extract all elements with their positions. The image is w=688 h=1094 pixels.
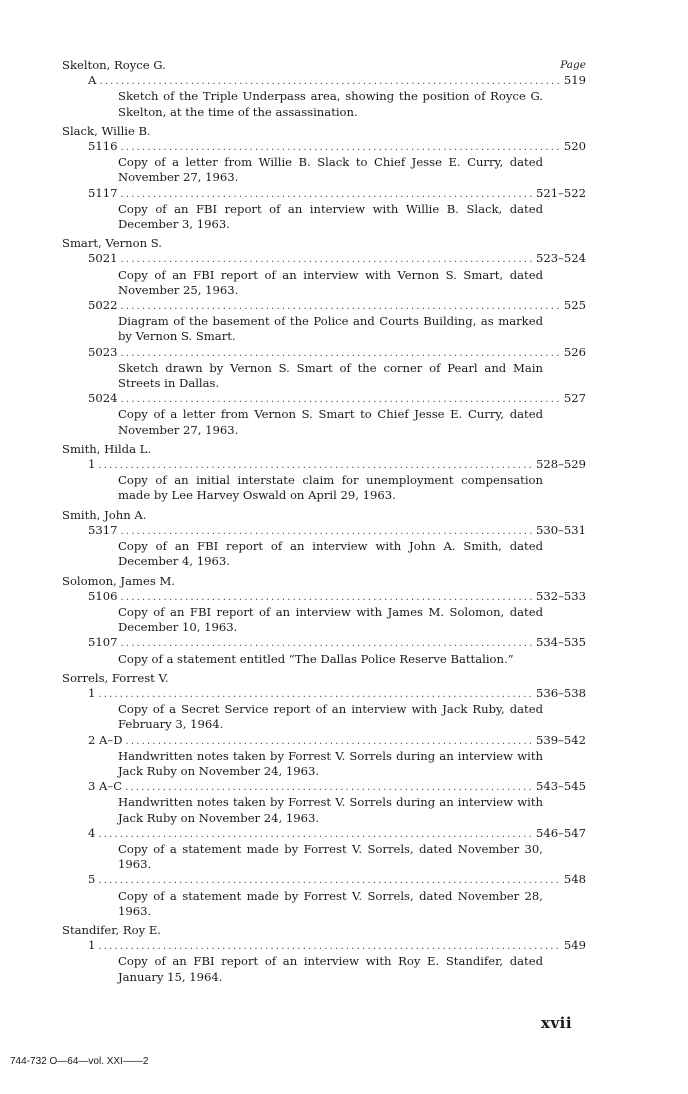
witness-name: Skelton, Royce G. xyxy=(62,58,166,72)
dot-leader xyxy=(98,458,533,473)
exhibit-line xyxy=(88,872,586,888)
exhibit-description: Copy of a statement made by Forrest V. Sorrels, dated November 30, 1963. xyxy=(118,841,543,872)
print-footer: 744-732 O—64—vol. XXI——2 xyxy=(10,1056,149,1067)
dot-leader xyxy=(121,636,533,651)
dot-leader xyxy=(121,590,533,605)
dot-leader xyxy=(98,687,533,702)
exhibit-page-range: 526 xyxy=(563,344,586,359)
exhibit-item xyxy=(62,186,586,233)
witness-entry xyxy=(62,236,586,438)
exhibit-number: 5116 xyxy=(88,139,118,154)
dot-leader xyxy=(121,299,561,314)
exhibit-description: Copy of a letter from Willie B. Slack to Chief Jesse E. Curry, dated November 27, 1963. xyxy=(118,155,543,185)
exhibit-line xyxy=(88,391,586,407)
exhibit-item xyxy=(62,938,586,985)
exhibit-description: Handwritten notes taken by Forrest V. Sorrels during an interview with Jack Ruby on November 24, 1963. xyxy=(118,748,543,778)
exhibit-item xyxy=(62,139,586,186)
page-number: xvii xyxy=(541,1014,573,1032)
exhibit-number: 1 xyxy=(88,457,96,472)
dot-leader xyxy=(121,392,561,407)
exhibit-page-range: 530–531 xyxy=(535,522,586,537)
exhibit-number: 1 xyxy=(88,938,96,953)
exhibit-page-range: 528–529 xyxy=(535,457,586,472)
exhibit-description: Sketch of the Triple Underpass area, showing the position of Royce G. Skelton, at the time of the assassination. xyxy=(118,89,543,119)
witness-entry xyxy=(62,671,586,919)
witness-name: Smith, Hilda L. xyxy=(62,441,152,456)
dot-leader xyxy=(126,734,533,749)
dot-leader xyxy=(121,187,533,202)
witness-name: Slack, Willie B. xyxy=(62,123,151,138)
exhibit-line xyxy=(88,523,586,539)
exhibit-page-range: 546–547 xyxy=(535,825,586,840)
dot-leader xyxy=(125,780,533,795)
witness-entry xyxy=(62,574,586,667)
exhibit-page-range: 521–522 xyxy=(535,185,586,200)
exhibit-description: Copy of a Secret Service report of an interview with Jack Ruby, dated February 3, 1964. xyxy=(118,702,543,732)
exhibit-page-range: 523–524 xyxy=(535,251,586,266)
exhibit-number: 4 xyxy=(88,825,96,840)
exhibit-line xyxy=(88,938,586,954)
exhibit-item xyxy=(62,635,586,666)
exhibit-page-range: 548 xyxy=(563,872,586,887)
exhibit-description: Copy of an FBI report of an interview with John A. Smith, dated December 4, 1963. xyxy=(118,539,543,569)
exhibit-item xyxy=(62,589,586,636)
witness-name: Smith, John A. xyxy=(62,507,147,522)
exhibit-number: 5021 xyxy=(88,251,118,266)
exhibit-item xyxy=(62,73,586,120)
exhibit-item xyxy=(62,686,586,733)
exhibit-number: 5 xyxy=(88,872,96,887)
dot-leader xyxy=(121,524,533,539)
exhibit-description: Handwritten notes taken by Forrest V. Sorrels during an interview with Jack Ruby on November 24, 1963. xyxy=(118,795,543,825)
exhibit-line xyxy=(88,251,586,267)
witness-entry xyxy=(62,58,586,120)
exhibit-number: 2 A–D xyxy=(88,732,123,747)
exhibit-page-range: 539–542 xyxy=(535,732,586,747)
exhibit-line xyxy=(88,298,586,314)
exhibit-line xyxy=(88,779,586,795)
exhibit-item xyxy=(62,733,586,780)
witness-entry xyxy=(62,923,586,985)
exhibit-item xyxy=(62,457,586,504)
exhibit-description: Copy of an FBI report of an interview with Vernon S. Smart, dated November 25, 1963. xyxy=(118,267,543,297)
witness-entry xyxy=(62,508,586,570)
dot-leader xyxy=(121,140,561,155)
exhibit-item xyxy=(62,872,586,919)
exhibit-page-range: 520 xyxy=(563,139,586,154)
exhibit-number: 5117 xyxy=(88,185,118,200)
exhibit-description: Copy of a statement made by Forrest V. Sorrels, dated November 28, 1963. xyxy=(118,888,543,918)
exhibit-line xyxy=(88,186,586,202)
exhibit-number: 5023 xyxy=(88,344,118,359)
exhibit-page-range: 525 xyxy=(563,298,586,313)
exhibit-item xyxy=(62,251,586,298)
exhibit-line xyxy=(88,635,586,651)
exhibit-description: Copy of an FBI report of an interview with James M. Solomon, dated December 10, 1963. xyxy=(118,604,543,635)
exhibit-line xyxy=(88,733,586,749)
exhibit-item xyxy=(62,779,586,826)
dot-leader xyxy=(98,873,560,888)
exhibit-description: Copy of an FBI report of an interview with Roy E. Standifer, dated January 15, 1964. xyxy=(118,954,543,984)
exhibit-number: A xyxy=(88,73,97,88)
witness-entry xyxy=(62,442,586,504)
exhibit-page-range: 532–533 xyxy=(535,588,586,603)
dot-leader xyxy=(98,827,533,842)
exhibit-number: 3 A–C xyxy=(88,779,123,794)
exhibit-line xyxy=(88,826,586,842)
page-column-label: Page xyxy=(560,59,586,71)
exhibit-description: Diagram of the basement of the Police and Courts Building, as marked by Vernon S. Smart. xyxy=(118,314,543,344)
index-page xyxy=(62,58,586,989)
exhibit-description: Copy of a statement entitled “The Dallas Police Reserve Battalion.” xyxy=(118,651,514,666)
exhibit-number: 5024 xyxy=(88,391,118,406)
exhibit-description: Copy of an initial interstate claim for unemployment compensation made by Lee Harvey Oswald on April 29, 1963. xyxy=(118,473,543,503)
exhibit-item xyxy=(62,298,586,345)
dot-leader xyxy=(99,74,560,89)
exhibit-line xyxy=(88,457,586,473)
dot-leader xyxy=(98,939,560,954)
exhibit-item xyxy=(62,345,586,392)
exhibit-description: Copy of a letter from Vernon S. Smart to Chief Jesse E. Curry, dated November 27, 1963. xyxy=(118,407,543,437)
exhibit-page-range: 519 xyxy=(563,73,586,88)
exhibit-line xyxy=(88,139,586,155)
exhibit-item xyxy=(62,826,586,873)
exhibit-page-range: 534–535 xyxy=(535,635,586,650)
exhibit-line xyxy=(88,686,586,702)
witness-name: Solomon, James M. xyxy=(62,573,176,588)
exhibit-page-range: 543–545 xyxy=(535,779,586,794)
witness-entry xyxy=(62,124,586,232)
exhibit-line xyxy=(88,589,586,605)
exhibit-page-range: 549 xyxy=(563,938,586,953)
dot-leader xyxy=(121,252,533,267)
witness-name: Standifer, Roy E. xyxy=(62,922,161,937)
exhibit-item xyxy=(62,391,586,438)
witness-name: Smart, Vernon S. xyxy=(62,236,162,251)
exhibit-line xyxy=(88,73,586,89)
exhibit-number: 1 xyxy=(88,685,96,700)
witness-name: Sorrels, Forrest V. xyxy=(62,670,169,685)
exhibit-page-range: 527 xyxy=(563,391,586,406)
exhibit-number: 5022 xyxy=(88,298,118,313)
exhibit-number: 5107 xyxy=(88,635,118,650)
exhibit-description: Copy of an FBI report of an interview with Willie B. Slack, dated December 3, 1963. xyxy=(118,201,543,232)
exhibit-description: Sketch drawn by Vernon S. Smart of the corner of Pearl and Main Streets in Dallas. xyxy=(118,360,543,391)
exhibit-line xyxy=(88,345,586,361)
dot-leader xyxy=(121,346,561,361)
exhibit-number: 5106 xyxy=(88,588,118,603)
exhibit-number: 5317 xyxy=(88,522,118,537)
exhibit-page-range: 536–538 xyxy=(535,685,586,700)
witness-index-list xyxy=(62,58,586,985)
exhibit-item xyxy=(62,523,586,570)
